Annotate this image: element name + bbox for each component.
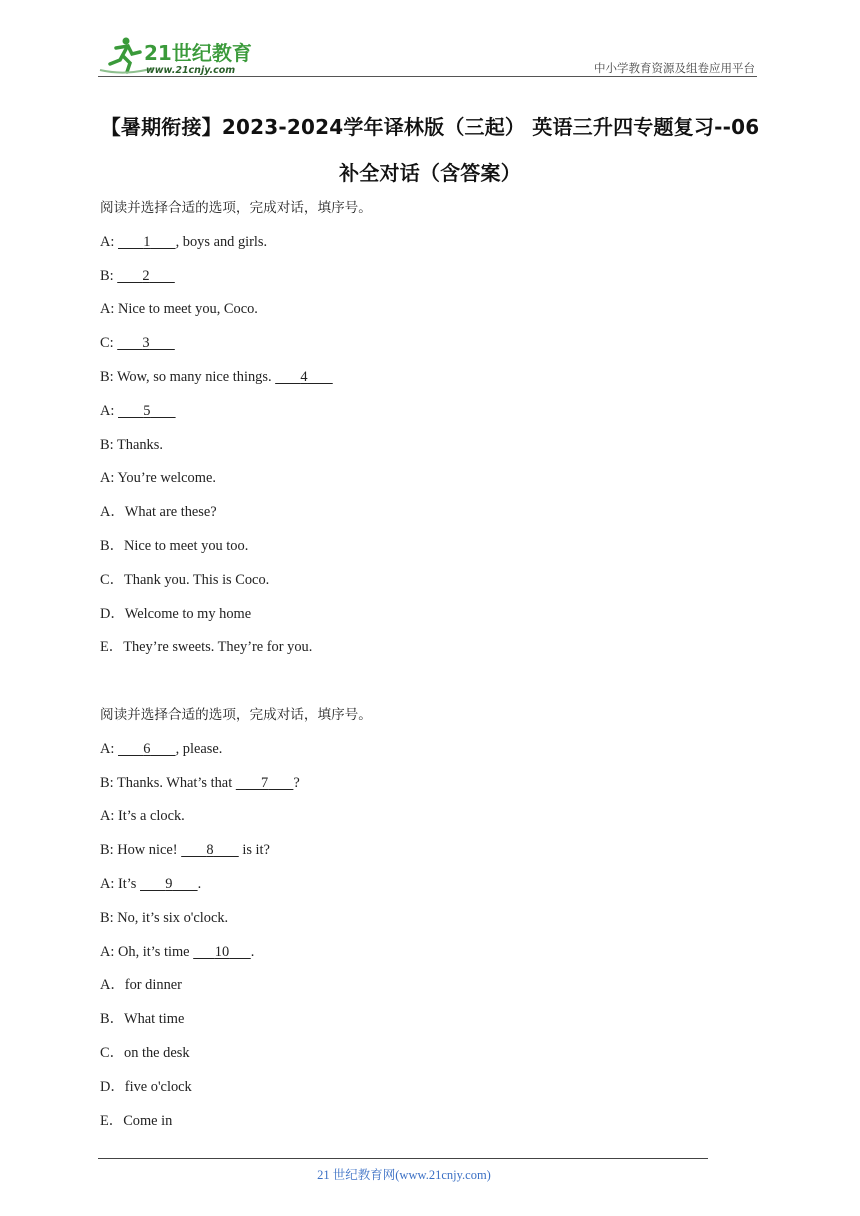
- blank-number: 2: [142, 267, 150, 284]
- footer: [0, 1165, 860, 1183]
- dialog-text: It’s: [118, 875, 137, 892]
- dialog-text: Nice to meet you, Coco.: [118, 301, 258, 318]
- dialog-line: [100, 260, 740, 294]
- header-divider: [98, 76, 757, 77]
- speaker-label: B:: [100, 909, 114, 926]
- blank-number: 9: [165, 875, 173, 892]
- section-spacer: [100, 665, 740, 699]
- blank-number: 3: [142, 335, 150, 352]
- option-letter: D．: [100, 605, 125, 622]
- option-item: [100, 1037, 740, 1071]
- option-text: What are these?: [124, 504, 217, 521]
- blank-number: 6: [143, 740, 151, 757]
- dialog-line: [100, 429, 740, 463]
- dialog-text: Thanks.: [116, 436, 163, 453]
- option-item: [100, 496, 740, 530]
- dialog-line: [100, 462, 740, 496]
- answer-blank[interactable]: [236, 767, 294, 801]
- speaker-label: A:: [100, 233, 115, 250]
- speaker-label: B:: [100, 842, 114, 859]
- title-line-2: 补全对话（含答案）: [339, 161, 521, 185]
- answer-blank[interactable]: [140, 868, 198, 902]
- option-text: on the desk: [124, 1044, 190, 1061]
- option-text: Come in: [123, 1112, 173, 1129]
- speaker-label: B:: [100, 436, 114, 453]
- answer-blank[interactable]: [118, 226, 176, 260]
- dialog-text: , please.: [175, 740, 223, 757]
- dialog-line: [100, 936, 740, 970]
- speaker-label: C:: [100, 335, 114, 352]
- logo-text: 21世纪教育: [144, 41, 252, 65]
- speaker-label: A:: [100, 470, 115, 487]
- page-title: [90, 104, 770, 196]
- speaker-label: A:: [100, 943, 115, 960]
- section2-dialog: [100, 733, 740, 970]
- answer-blank[interactable]: [118, 395, 176, 429]
- dialog-text: Oh, it’s time: [118, 943, 190, 960]
- option-letter: B．: [100, 537, 124, 554]
- site-logo: [96, 36, 256, 78]
- title-line-1: 【暑期衔接】2023-2024学年译林版（三起） 英语三升四专题复习--06: [100, 115, 760, 139]
- blank-number: 10: [214, 943, 230, 960]
- dialog-text: How nice!: [117, 842, 178, 859]
- option-text: Welcome to my home: [124, 605, 252, 622]
- dialog-text: is it?: [238, 842, 270, 859]
- runner-logo-icon: [96, 36, 256, 78]
- dialog-line: [100, 226, 740, 260]
- footer-link[interactable]: 21 世纪教育网(www.21cnjy.com): [317, 1168, 491, 1182]
- dialog-text: Wow, so many nice things.: [116, 368, 272, 385]
- dialog-line: [100, 767, 740, 801]
- option-item: [100, 631, 740, 665]
- option-letter: C．: [100, 1044, 124, 1061]
- dialog-line: [100, 361, 740, 395]
- section2-instruction: 阅读并选择合适的选项，完成对话，填序号。: [100, 706, 372, 723]
- dialog-line: [100, 800, 740, 834]
- dialog-line: [100, 902, 740, 936]
- section1-instruction: 阅读并选择合适的选项，完成对话，填序号。: [100, 200, 372, 216]
- dialog-text: It’s a clock.: [118, 808, 185, 825]
- option-text: What time: [124, 1011, 185, 1028]
- answer-blank[interactable]: [181, 834, 239, 868]
- option-text: They’re sweets. They’re for you.: [123, 639, 313, 656]
- dialog-line: [100, 327, 740, 361]
- option-letter: C．: [100, 571, 124, 588]
- option-text: Thank you. This is Coco.: [124, 571, 270, 588]
- blank-number: 4: [300, 368, 308, 385]
- blank-number: 1: [143, 233, 151, 250]
- answer-blank[interactable]: [117, 327, 175, 361]
- blank-number: 5: [143, 402, 151, 419]
- answer-blank[interactable]: [275, 361, 333, 395]
- dialog-line: [100, 733, 740, 767]
- option-item: [100, 969, 740, 1003]
- answer-blank[interactable]: [193, 936, 251, 970]
- footer-divider: [98, 1158, 708, 1159]
- site-tagline: 中小学教育资源及组卷应用平台: [594, 61, 755, 75]
- answer-blank[interactable]: [118, 733, 176, 767]
- option-item: [100, 1003, 740, 1037]
- speaker-label: A:: [100, 740, 115, 757]
- dialog-text: .: [197, 875, 202, 892]
- option-item: [100, 1105, 740, 1139]
- speaker-label: B:: [100, 774, 114, 791]
- option-item: [100, 1071, 740, 1105]
- option-letter: E．: [100, 639, 124, 656]
- speaker-label: A:: [100, 875, 115, 892]
- blank-number: 7: [261, 774, 269, 791]
- dialog-text: No, it’s six o'clock.: [117, 909, 229, 926]
- dialog-text: ?: [293, 774, 300, 791]
- speaker-label: A:: [100, 402, 115, 419]
- logo-url-text: www.21cnjy.com: [146, 65, 236, 76]
- section1-dialog: [100, 226, 740, 496]
- worksheet-content: [100, 192, 740, 1138]
- dialog-line: [100, 868, 740, 902]
- option-text: Nice to meet you too.: [124, 537, 249, 554]
- dialog-line: [100, 395, 740, 429]
- answer-blank[interactable]: [117, 260, 175, 294]
- speaker-label: B:: [100, 368, 114, 385]
- option-text: for dinner: [124, 977, 182, 994]
- speaker-label: B:: [100, 267, 114, 284]
- speaker-label: A:: [100, 301, 115, 318]
- option-item: [100, 598, 740, 632]
- dialog-line: [100, 293, 740, 327]
- option-letter: A．: [100, 977, 125, 994]
- option-letter: D．: [100, 1078, 125, 1095]
- section1-options: [100, 496, 740, 665]
- option-letter: A．: [100, 504, 125, 521]
- dialog-text: Thanks. What’s that: [116, 774, 233, 791]
- dialog-text: .: [250, 943, 255, 960]
- dialog-line: [100, 834, 740, 868]
- section2-options: [100, 969, 740, 1138]
- option-item: [100, 530, 740, 564]
- option-item: [100, 564, 740, 598]
- option-letter: B．: [100, 1011, 124, 1028]
- option-text: five o'clock: [124, 1078, 192, 1095]
- dialog-text: , boys and girls.: [175, 233, 268, 250]
- dialog-text: You’re welcome.: [117, 470, 216, 487]
- speaker-label: A:: [100, 808, 115, 825]
- option-letter: E．: [100, 1112, 124, 1129]
- blank-number: 8: [206, 842, 214, 859]
